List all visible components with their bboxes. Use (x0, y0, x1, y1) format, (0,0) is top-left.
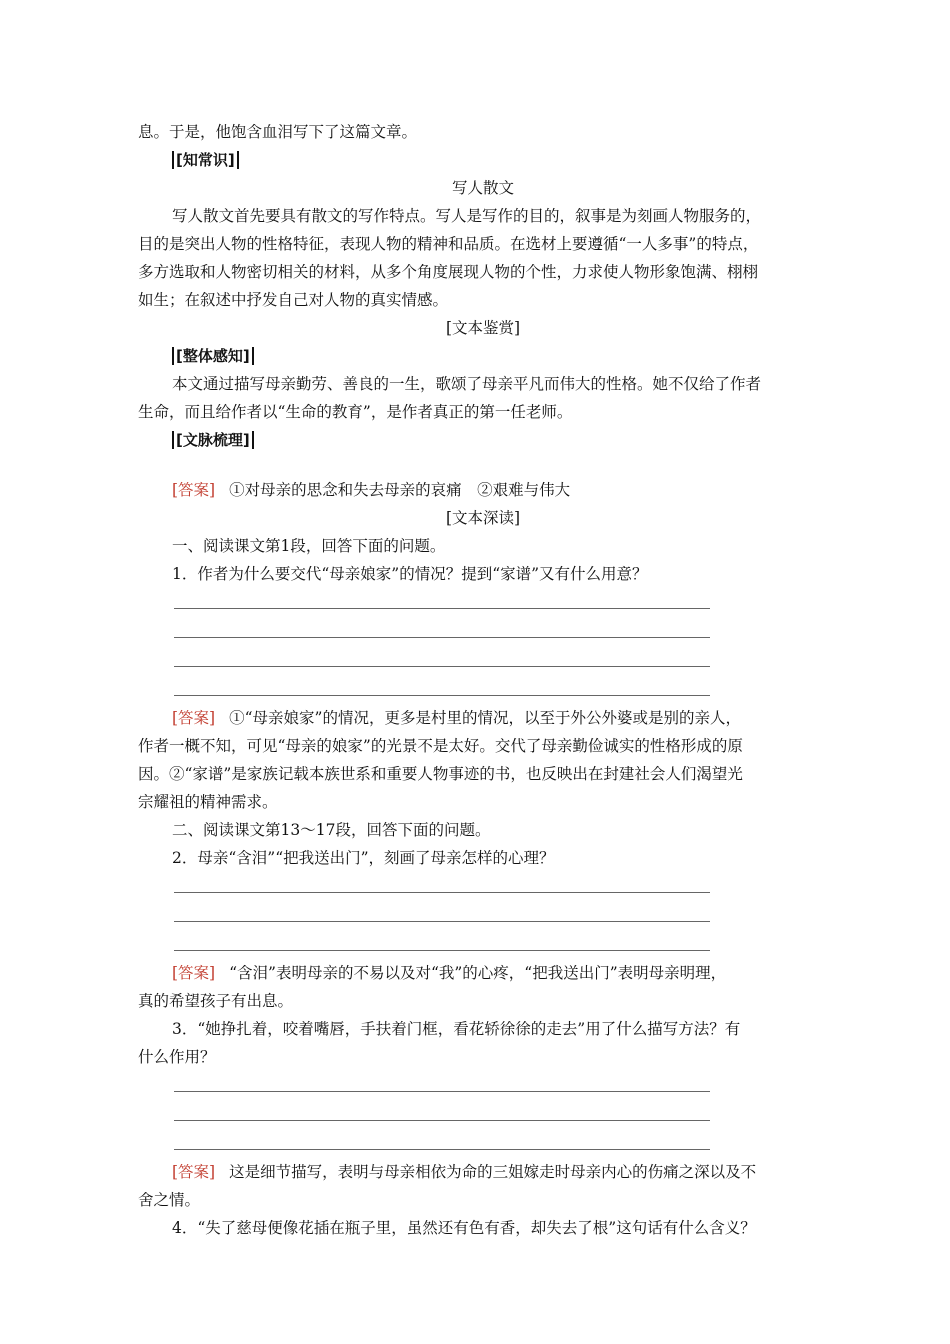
answer-3 (138, 1158, 828, 1186)
answer-blank-line[interactable] (138, 675, 828, 704)
knowledge-para-line: 多方选取和人物密切相关的材料，从多个角度展现人物的个性，力求使人物形象饱满、栩栩 (138, 263, 759, 281)
knowledge-para-line: 写人散文首先要具有散文的写作特点。写人是写作的目的，叙事是为刻画人物服务的， (172, 207, 762, 225)
question-3-line: 什么作用？ (138, 1048, 216, 1066)
answer-2 (138, 959, 828, 987)
answer-label: [答案] (172, 481, 216, 499)
question-2: 2．母亲“含泪”“把我送出门”，刻画了母亲怎样的心理？ (172, 849, 555, 867)
answer-1-line: 作者一概不知，可见“母亲的娘家”的光景不是太好。交代了母亲勤俭诚实的性格形成的原 (138, 737, 743, 755)
answer-text: ①“母亲娘家”的情况，更多是村里的情况，以至于外公外婆或是别的亲人， (229, 709, 741, 727)
context-answer (138, 476, 828, 504)
answer-2-line: 真的希望孩子有出息。 (138, 992, 294, 1010)
knowledge-para-line: 目的是突出人物的性格特征，表现人物的精神和品质。在选材上要遵循“一人多事”的特点， (138, 235, 759, 253)
knowledge-para-line: 如生；在叙述中抒发自己对人物的真实情感。 (138, 291, 449, 309)
answer-blank-line[interactable] (138, 617, 828, 646)
answer-blank-line[interactable] (138, 1071, 828, 1100)
answer-blank-line[interactable] (138, 901, 828, 930)
answer-label: [答案] (172, 709, 216, 727)
answer-1-line: 宗耀祖的精神需求。 (138, 793, 278, 811)
overall-para-line: 本文通过描写母亲勤劳、善良的一生，歌颂了母亲平凡而伟大的性格。她不仅给了作者 (172, 375, 762, 393)
intro-tail: 息。于是，他饱含血泪写下了这篇文章。 (138, 123, 418, 141)
deep-reading-title: [文本深读] (445, 509, 521, 527)
part1-heading: 一、阅读课文第1段，回答下面的问题。 (172, 537, 446, 555)
part2-heading: 二、阅读课文第13～17段，回答下面的问题。 (172, 821, 491, 839)
answer-label: [答案] (172, 1163, 216, 1181)
question-1: 1．作者为什么要交代“母亲娘家”的情况？提到“家谱”又有什么用意？ (172, 565, 648, 583)
overall-tag: [整体感知] (172, 347, 254, 365)
answer-blank-line[interactable] (138, 930, 828, 959)
answer-text: ①对母亲的思念和失去母亲的哀痛 ②艰难与伟大 (229, 481, 571, 499)
answer-blank-line[interactable] (138, 1100, 828, 1129)
answer-label: [答案] (172, 964, 216, 982)
question-3: 3．“她挣扎着，咬着嘴唇，手扶着门框，看花轿徐徐的走去”用了什么描写方法？有 (172, 1020, 741, 1038)
answer-blank-line[interactable] (138, 588, 828, 617)
answer-3-line: 舍之情。 (138, 1191, 201, 1209)
document-page (138, 118, 828, 1242)
overall-para-line: 生命，而且给作者以“生命的教育”，是作者真正的第一任老师。 (138, 403, 573, 421)
answer-1 (138, 704, 828, 732)
knowledge-title: 写人散文 (451, 179, 514, 197)
answer-1-line: 因。②“家谱”是家族记载本族世系和重要人物事迹的书，也反映出在封建社会人们渴望光 (138, 765, 743, 783)
question-4: 4．“失了慈母便像花插在瓶子里，虽然还有色有香，却失去了根”这句话有什么含义？ (172, 1219, 756, 1237)
knowledge-tag: [知常识] (172, 151, 239, 169)
answer-text: “含泪”表明母亲的不易以及对“我”的心疼，“把我送出门”表明母亲明理， (229, 964, 727, 982)
answer-blank-line[interactable] (138, 872, 828, 901)
context-diagram-gap (138, 454, 828, 476)
context-tag: [文脉梳理] (172, 431, 254, 449)
appreciation-title: [文本鉴赏] (445, 319, 521, 337)
answer-blank-line[interactable] (138, 646, 828, 675)
answer-blank-line[interactable] (138, 1129, 828, 1158)
answer-text: 这是细节描写，表明与母亲相依为命的三姐嫁走时母亲内心的伤痛之深以及不 (229, 1163, 757, 1181)
